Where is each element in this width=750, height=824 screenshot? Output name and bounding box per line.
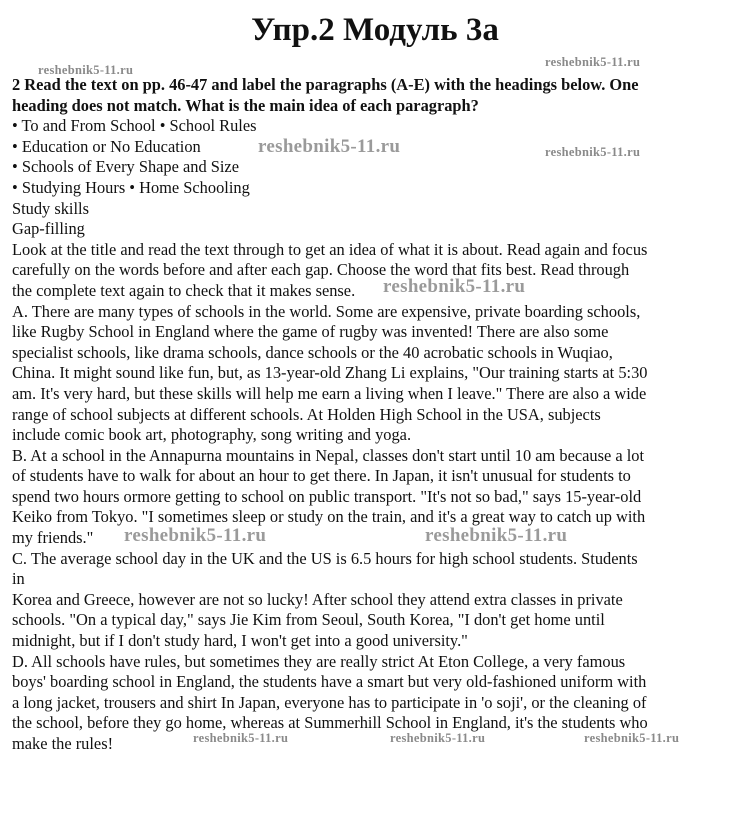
- watermark: reshebnik5-11.ru: [124, 525, 267, 546]
- watermark: reshebnik5-11.ru: [383, 276, 526, 297]
- text-line: • Education or No Education: [12, 136, 201, 156]
- text-line: spend two hours ormore getting to school on public transport. "It's not so bad," says 15-year-old: [12, 486, 642, 506]
- text-line: specialist schools, like drama schools, dance schools or the 40 acrobatic schools in Wuqiao,: [12, 342, 613, 362]
- text-line: my friends.": [12, 528, 94, 548]
- text-line: • To and From School • School Rules: [12, 116, 257, 136]
- text-line: the school, before they go home, whereas at Summerhill School in England, it's the students who: [12, 713, 648, 733]
- text-line: a long jacket, trousers and shirt In Japan, everyone has to participate in 'o soji', or the cleaning of: [12, 692, 647, 712]
- text-line: schools. "On a typical day," says Jie Kim from Seoul, South Korea, "I don't get home until: [12, 610, 605, 630]
- text-line: carefully on the words before and after each gap. Choose the word that fits best. Read through: [12, 260, 630, 280]
- text-line: heading does not match. What is the main idea of each paragraph?: [12, 95, 479, 115]
- text-line: Keiko from Tokyo. "I sometimes sleep or study on the train, and it's a great way to catch up with: [12, 507, 646, 527]
- text-line: the complete text again to check that it makes sense.: [12, 280, 356, 300]
- text-line: Look at the title and read the text through to get an idea of what it is about. Read again and focus: [12, 239, 648, 259]
- text-line: Gap-filling: [12, 219, 85, 239]
- text-line: C. The average school day in the UK and the US is 6.5 hours for high school students. Students: [12, 548, 638, 568]
- text-line: • Schools of Every Shape and Size: [12, 157, 239, 177]
- text-line: 2 Read the text on pp. 46-47 and label the paragraphs (A-E) with the headings below. One: [12, 75, 639, 94]
- watermark: reshebnik5-11.ru: [545, 145, 641, 159]
- text-line: of students have to walk for about an hour to get there. In Japan, it isn't unusual for students to: [12, 466, 631, 486]
- text-line: boys' boarding school in England, the students have a smart but very old-fashioned uniform with: [12, 672, 647, 692]
- text-line: D. All schools have rules, but sometimes they are really strict At Eton College, a very famous: [12, 651, 626, 671]
- watermark: reshebnik5-11.ru: [584, 731, 680, 745]
- exercise-text: [12, 75, 740, 755]
- watermark: reshebnik5-11.ru: [258, 136, 401, 157]
- watermark: reshebnik5-11.ru: [193, 731, 289, 745]
- text-line: include comic book art, photography, song writing and yoga.: [12, 425, 412, 445]
- text-line: Study skills: [12, 198, 89, 218]
- text-line: like Rugby School in England where the game of rugby was invented! There are also some: [12, 322, 609, 342]
- text-line: Korea and Greece, however are not so lucky! After school they attend extra classes in private: [12, 589, 623, 609]
- page-title: Упр.2 Модуль 3а: [251, 12, 499, 48]
- text-line: range of school subjects at different schools. At Holden High School in the USA, subjects: [12, 404, 601, 424]
- watermark: reshebnik5-11.ru: [38, 63, 134, 77]
- watermark: reshebnik5-11.ru: [390, 731, 486, 745]
- text-line: midnight, but if I don't study hard, I won't get into a good university.": [12, 631, 468, 651]
- text-line: A. There are many types of schools in the world. Some are expensive, private boarding schools,: [12, 301, 641, 321]
- text-line: in: [12, 569, 25, 589]
- watermark: reshebnik5-11.ru: [545, 55, 641, 69]
- text-line: China. It might sound like fun, but, as 13-year-old Zhang Li explains, "Our training starts at 5:30: [12, 363, 648, 383]
- watermark: reshebnik5-11.ru: [425, 525, 568, 546]
- text-line: make the rules!: [12, 734, 114, 753]
- text-line: am. It's very hard, but these skills will help me earn a living when I leave." There are also a wide: [12, 383, 647, 403]
- text-line: • Studying Hours • Home Schooling: [12, 177, 250, 197]
- text-line: B. At a school in the Annapurna mountains in Nepal, classes don't start until 10 am because a lot: [12, 445, 645, 465]
